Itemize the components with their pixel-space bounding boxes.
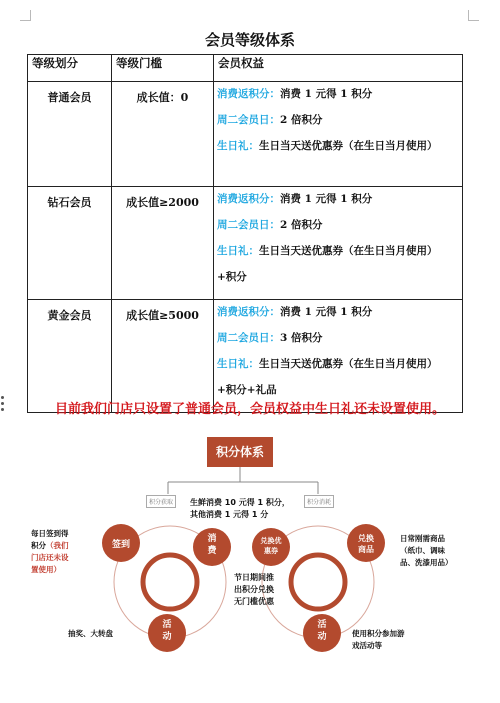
circle-goods: 兑换 商品 — [358, 534, 374, 554]
benefit-cell — [214, 82, 463, 187]
level-threshold: 成长值≥2000 — [112, 187, 214, 300]
benefit-key: 消费返积分： — [217, 306, 280, 318]
benefit-cell — [214, 187, 463, 300]
goods-note: 日常刚需商品 （纸巾、调味 品、洗漆用品） — [400, 534, 453, 567]
benefit-text: 3 倍积分 — [280, 332, 323, 344]
points-system-header: 积分体系 — [207, 437, 273, 467]
table-row — [28, 300, 463, 413]
circle-activity-left: 活 动 — [162, 620, 172, 642]
benefit-key: 周二会员日： — [217, 332, 280, 344]
benefit-text: 生日当天送优惠券（在生日当月使用） — [259, 358, 438, 370]
benefit-key: 生日礼： — [217, 358, 259, 370]
circle-coupon: 兑换优 惠券 — [260, 537, 282, 555]
level-name: 钻石会员 — [28, 187, 112, 300]
header-benefits: 会员权益 — [214, 55, 463, 82]
benefit-key: 周二会员日： — [217, 114, 280, 126]
notice-text: 目前我们门店只设置了普通会员，会员权益中生日礼还未设置使用。 — [54, 402, 445, 417]
crop-mark-top-left — [20, 10, 31, 21]
benefit-cell — [214, 300, 463, 413]
benefit-text: 消费 1 元得 1 积分 — [280, 193, 373, 205]
membership-table — [27, 54, 463, 413]
level-name: 黄金会员 — [28, 300, 112, 413]
level-threshold: 成长值：0 — [112, 82, 214, 187]
benefit-key: 消费返积分： — [217, 193, 280, 205]
benefit-key: 生日礼： — [217, 245, 259, 257]
benefit-text: 消费 1 元得 1 积分 — [280, 88, 373, 100]
crop-mark-top-right — [468, 10, 479, 21]
page-title: 会员等级体系 — [204, 31, 295, 49]
tag-points-spend: 积分消耗 — [304, 495, 334, 508]
circle-checkin: 签到 — [111, 540, 130, 550]
table-header-row — [28, 55, 463, 82]
circle-activity-right: 活 动 — [317, 620, 327, 642]
holiday-note: 节日期间推 出积分兑换 无门槛优惠 — [234, 573, 274, 606]
tag-points-earn: 积分获取 — [146, 495, 176, 508]
points-diagram — [0, 430, 500, 703]
header-threshold: 等级门槛 — [112, 55, 214, 82]
consume-rule-note: 生鲜消费 10 元得 1 积分， 其他消费 1 元得 1 分 — [190, 498, 290, 519]
benefit-key: 消费返积分： — [217, 88, 280, 100]
benefit-text: 消费 1 元得 1 积分 — [280, 306, 373, 318]
level-name: 普通会员 — [28, 82, 112, 187]
benefit-extra: +积分+礼品 — [217, 384, 277, 396]
table-row — [28, 187, 463, 300]
checkin-note: 每日签到得 积分（我们 门店还未设 置使用） — [31, 529, 69, 574]
table-row — [28, 82, 463, 187]
benefit-key: 周二会员日： — [217, 219, 280, 231]
benefit-text: 生日当天送优惠券（在生日当月使用） — [259, 245, 438, 257]
benefit-text: 2 倍积分 — [280, 114, 323, 126]
lottery-note: 抽奖、大转盘 — [68, 629, 113, 638]
benefit-text: 生日当天送优惠券（在生日当月使用） — [259, 140, 438, 152]
benefit-key: 生日礼： — [217, 140, 259, 152]
level-threshold: 成长值≥5000 — [112, 300, 214, 413]
benefit-text: 2 倍积分 — [280, 219, 323, 231]
header-level: 等级划分 — [28, 55, 112, 82]
circle-consume: 消 费 — [207, 534, 217, 556]
activity-note: 使用积分参加游 戏活动等 — [352, 629, 405, 650]
benefit-extra: +积分 — [217, 271, 247, 283]
